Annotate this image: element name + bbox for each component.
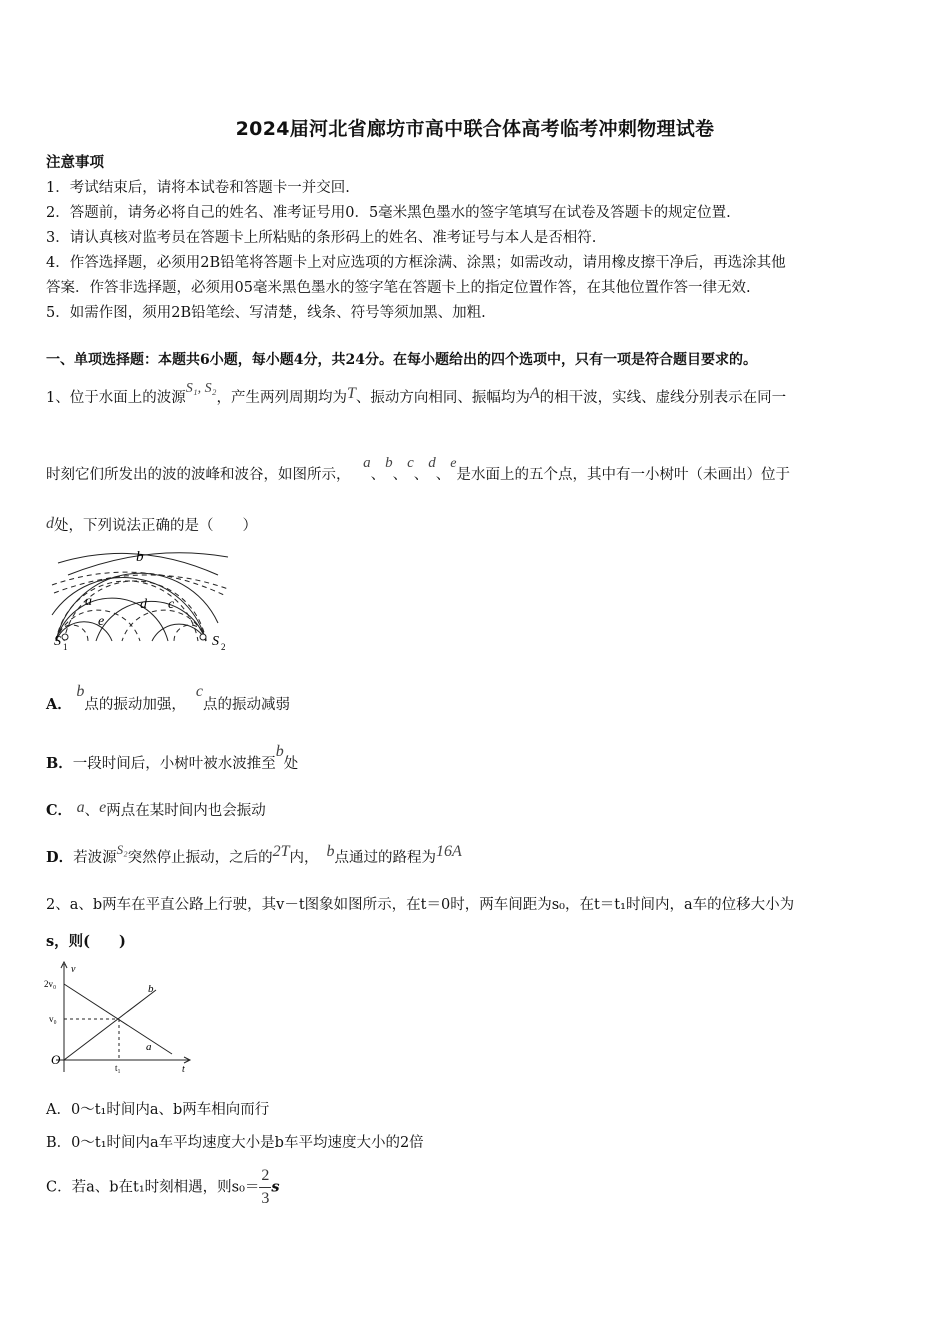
label-origin: O bbox=[51, 1052, 61, 1067]
option-text: 突然停止振动，之后的 bbox=[127, 850, 273, 866]
q2-option-c[interactable] bbox=[46, 1168, 280, 1207]
q1-option-c[interactable] bbox=[46, 799, 266, 820]
vt-graph bbox=[44, 958, 194, 1076]
option-text: 若波源 bbox=[73, 850, 117, 866]
q1-text: 的相干波，实线、虚线分别表示在同一 bbox=[539, 390, 787, 406]
label-t1: t₁ bbox=[115, 1063, 121, 1073]
notice-item: 5．如需作图，须用2B铅笔绘、写清楚，线条、符号等须加黑、加粗. bbox=[46, 305, 486, 321]
q2-option-b[interactable]: B．0～t₁时间内a车平均速度大小是b车平均速度大小的2倍 bbox=[46, 1135, 424, 1151]
q1-text: 处，下列说法正确的是（ ） bbox=[54, 518, 257, 534]
label-b: b bbox=[136, 549, 144, 565]
section-heading: 一、单项选择题：本题共6小题，每小题4分，共24分。在每小题给出的四个选项中，只有一项是符合题目要求的。 bbox=[46, 352, 757, 368]
label-s1-sub: 1 bbox=[63, 642, 68, 652]
q1-text: 、振动方向相同、振幅均为 bbox=[355, 390, 530, 406]
label-t: t bbox=[182, 1064, 185, 1075]
math: b bbox=[326, 843, 335, 860]
label-e: e bbox=[98, 614, 105, 629]
label-v: v bbox=[71, 964, 76, 975]
q1-point: c bbox=[407, 455, 414, 471]
notice-item: 1．考试结束后，请将本试卷和答题卡一并交回. bbox=[46, 180, 350, 196]
q1-option-d[interactable] bbox=[46, 842, 462, 867]
q1-text: 1、位于水面上的波源 bbox=[46, 390, 186, 406]
option-text: 两点在某时间内也会振动 bbox=[106, 803, 266, 819]
option-text: 点通过的路程为 bbox=[334, 850, 437, 866]
q1-text: ，产生两列周期均为 bbox=[216, 390, 347, 406]
fraction bbox=[259, 1168, 271, 1207]
label-v0: v₀ bbox=[49, 1014, 57, 1024]
option-text: 处 bbox=[283, 756, 299, 772]
line-b bbox=[64, 990, 156, 1060]
option-text: C．若a、b在t₁时刻相遇，则s₀＝ bbox=[46, 1179, 260, 1196]
notice-item: 3．请认真核对监考员在答题卡上所粘贴的条形码上的姓名、准考证号与本人是否相符. bbox=[46, 230, 597, 246]
label-s2: S bbox=[212, 634, 219, 649]
sep: 、 bbox=[435, 467, 451, 483]
wave-crest-arc bbox=[56, 598, 168, 641]
q2-option-a[interactable]: A．0～t₁时间内a、b两车相向而行 bbox=[46, 1102, 270, 1118]
math: 2T bbox=[272, 843, 290, 860]
math: b bbox=[76, 683, 85, 700]
label-c: c bbox=[168, 597, 175, 612]
label-line-b: b bbox=[148, 983, 154, 995]
q1-option-a[interactable] bbox=[46, 683, 290, 714]
sep: 、 bbox=[413, 467, 429, 483]
denominator: 3 bbox=[259, 1187, 271, 1207]
option-label: B． bbox=[46, 755, 73, 772]
option-text: 点的振动加强， bbox=[84, 697, 186, 713]
math: S₂ bbox=[116, 842, 128, 857]
option-label: A． bbox=[46, 696, 72, 713]
sep: 、 bbox=[370, 467, 386, 483]
q1-point: d bbox=[428, 455, 436, 471]
q1-text: 是水面上的五个点，其中有一小树叶（未画出）位于 bbox=[456, 467, 790, 483]
math: c bbox=[195, 683, 203, 700]
option-label: D． bbox=[46, 849, 74, 866]
option-label: C． bbox=[46, 802, 73, 819]
q1-line1 bbox=[46, 381, 787, 407]
q1-line3 bbox=[46, 514, 257, 535]
q1-point: b bbox=[385, 455, 393, 471]
label-d: d bbox=[140, 597, 147, 612]
q1-text: 时刻它们所发出的波的波峰和波谷，如图所示， bbox=[46, 467, 351, 483]
q2-line2: s，则( ) bbox=[46, 933, 126, 950]
wave-trough-arc bbox=[52, 572, 224, 595]
label-s1: S bbox=[54, 634, 61, 649]
label-a: a bbox=[85, 594, 92, 609]
notice-item: 2．答题前，请务必将自己的姓名、准考证号用0．5毫米黑色墨水的签字笔填写在试卷及答题卡的规定位置. bbox=[46, 205, 731, 221]
page-title: 2024届河北省廊坊市高中联合体高考临考冲刺物理试卷 bbox=[235, 118, 715, 140]
option-text: 一段时间后，小树叶被水波推至 bbox=[72, 756, 276, 772]
q1-option-b[interactable] bbox=[46, 743, 299, 773]
label-2v0: 2v₀ bbox=[44, 979, 57, 989]
q1-math-s1s2: S₁, S₂ bbox=[185, 381, 217, 396]
q2-line1: 2、a、b两车在平直公路上行驶，其v－t图象如图所示，在t＝0时，两车间距为s₀，在t＝t₁时间内，a车的位移大小为 bbox=[46, 897, 795, 913]
wave-crest-arc bbox=[68, 553, 228, 575]
notice-heading: 注意事项 bbox=[46, 154, 104, 171]
wave-crest-arc bbox=[52, 578, 206, 641]
wave-crest-arc bbox=[96, 601, 206, 641]
sep: 、 bbox=[392, 467, 408, 483]
label-s2-sub: 2 bbox=[221, 642, 226, 652]
math: b bbox=[275, 743, 284, 760]
math: a bbox=[76, 799, 85, 816]
q1-math-A: A bbox=[529, 385, 540, 402]
q1-line2 bbox=[46, 455, 790, 484]
label-line-a: a bbox=[146, 1041, 152, 1053]
notice-item: 答案．作答非选择题，必须用05毫米黑色墨水的签字笔在答题卡上的指定位置作答，在其他位置作答一律无效. bbox=[46, 280, 751, 296]
q1-math-d: d bbox=[46, 515, 54, 532]
option-text: 、 bbox=[84, 803, 100, 819]
source-s2 bbox=[200, 634, 206, 640]
option-text: 内， bbox=[289, 850, 319, 866]
q1-point: a bbox=[363, 455, 371, 471]
wave-interference-figure bbox=[48, 545, 238, 657]
wave-trough-arc bbox=[54, 575, 228, 593]
source-s1 bbox=[62, 634, 68, 640]
q1-math-T: T bbox=[346, 385, 356, 402]
math: 16A bbox=[436, 843, 462, 860]
q1-point: e bbox=[450, 456, 457, 471]
option-text: s bbox=[271, 1178, 280, 1196]
option-text: 点的振动减弱 bbox=[202, 697, 290, 713]
numerator: 2 bbox=[261, 1167, 270, 1184]
notice-item: 4．作答选择题，必须用2B铅笔将答题卡上对应选项的方框涂满、涂黑；如需改动，请用橡皮擦干净后，再选涂其他 bbox=[46, 255, 786, 271]
math: e bbox=[99, 799, 107, 816]
